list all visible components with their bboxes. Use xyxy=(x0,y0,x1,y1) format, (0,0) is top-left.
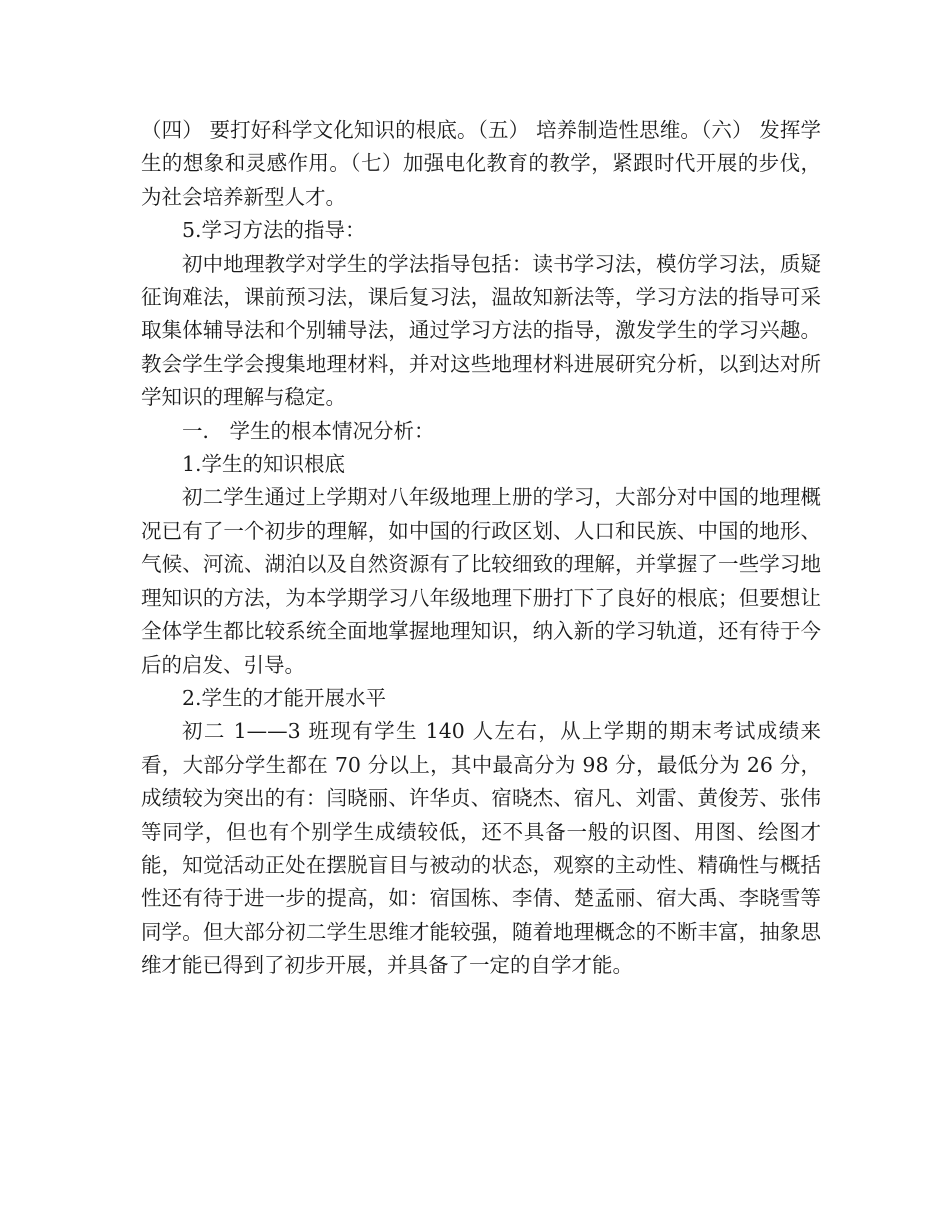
heading-student-situation-analysis: 一． 学生的根本情况分析： xyxy=(182,418,435,443)
heading-study-method-guidance: 5.学习方法的指导： xyxy=(182,218,366,243)
paragraph-student-knowledge-foundation: 初二学生通过上学期对八年级地理上册的学习，大部分对中国的地理概况已有了一个初步的理解，如中国的行政区划、人口和民族、中国的地形、气候、河流、湖泊以及自然资源有了比较细致的理解，并掌握了一些学习地理知识的方法，为本学期学习八年级地理下册打下了良好的根底；但要想让全体学生都比较系统全面地掌握地理知识，纳入新的学习轨道，还有待于今后的启发、引导。 xyxy=(141,485,821,677)
paragraph-study-method-guidance: 初中地理教学对学生的学法指导包括：读书学习法，模仿学习法，质疑征询难法，课前预习法，课后复习法，温故知新法等，学习方法的指导可采取集体辅导法和个别辅导法，通过学习方法的指导，激发学生的学习兴趣。教会学生学会搜集地理材料，并对这些地理材料进展研究分析，以到达对所学知识的理解与稳定。 xyxy=(141,251,821,410)
heading-student-knowledge-foundation: 1.学生的知识根底 xyxy=(182,452,346,477)
paragraph-measures-4-7: （四） 要打好科学文化知识的根底。（五） 培养制造性思维。（六） 发挥学生的想象和灵感作用。（七）加强电化教育的教学，紧跟时代开展的步伐，为社会培养新型人才。 xyxy=(141,118,821,209)
document-body xyxy=(141,114,821,983)
heading-student-ability-level: 2.学生的才能开展水平 xyxy=(182,685,387,710)
paragraph-student-ability-level: 初二 1——3 班现有学生 140 人左右，从上学期的期末考试成绩来看，大部分学生都在 70 分以上，其中最高分为 98 分，最低分为 26 分，成绩较为突出的有：闫晓丽、许华贞、宿晓杰、宿凡、刘雷、黄俊芳、张伟等同学，但也有个别学生成绩较低，还不具备一般的识图、用图、绘图才能，知觉活动正处在摆脱盲目与被动的状态，观察的主动性、精确性与概括性还有待于进一步的提高，如：宿国栋、李倩、楚孟丽、宿大禹、李晓雪等同学。但大部分初二学生思维才能较强，随着地理概念的不断丰富，抽象思维才能已得到了初步开展，并具备了一定的自学才能。 xyxy=(141,719,821,978)
